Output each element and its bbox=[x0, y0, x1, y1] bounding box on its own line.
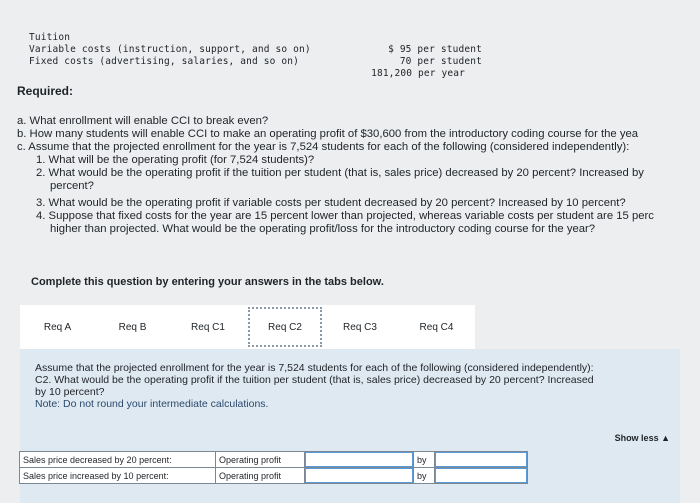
measure-label: Operating profit bbox=[216, 452, 305, 468]
tab-bar bbox=[20, 305, 475, 349]
change-increase-input[interactable] bbox=[435, 468, 527, 483]
question-c: c. Assume that the projected enrollment for the year is 7,524 students for each of the following (considered independently): bbox=[17, 141, 630, 153]
question-c2: 2. What would be the operating profit if the tuition per student (that is, sales price) decreased by 20 percent? Increased by bbox=[36, 167, 644, 179]
tab-req-c3[interactable]: Req C3 bbox=[343, 321, 377, 333]
scenario-label: Sales price increased by 10 percent: bbox=[20, 468, 216, 484]
tab-req-c2[interactable]: Req C2 bbox=[248, 307, 322, 347]
table-row bbox=[20, 452, 528, 468]
measure-label: Operating profit bbox=[216, 468, 305, 484]
operating-profit-decrease-input[interactable] bbox=[305, 452, 413, 467]
question-c1: 1. What will be the operating profit (for 7,524 students)? bbox=[36, 154, 315, 166]
given-third-value: 181,200 per year bbox=[371, 68, 465, 79]
tab-req-c1[interactable]: Req C1 bbox=[191, 321, 225, 333]
instruction-note: Note: Do not round your intermediate calculations. bbox=[35, 398, 269, 410]
change-cell bbox=[435, 452, 528, 468]
by-label: by bbox=[414, 452, 435, 468]
question-c4-cont: higher than projected. What would be the operating profit/loss for the introductory coding course for the year? bbox=[50, 223, 596, 235]
question-a: a. What enrollment will enable CCI to break even? bbox=[17, 115, 269, 127]
complete-instruction: Complete this question by entering your answers in the tabs below. bbox=[31, 276, 384, 288]
question-c2-cont: percent? bbox=[50, 180, 94, 192]
question-b: b. How many students will enable CCI to make an operating profit of $30,600 from the introductory coding course for the yea bbox=[17, 128, 639, 140]
instruction-line-2: C2. What would be the operating profit if the tuition per student (that is, sales price) decreased by 20 percent? Increased bbox=[35, 374, 594, 386]
by-label: by bbox=[414, 468, 435, 484]
instruction-line-3: by 10 percent? bbox=[35, 386, 105, 398]
tab-req-b[interactable]: Req B bbox=[118, 321, 147, 333]
answer-table bbox=[19, 451, 528, 484]
given-fixed-costs-value: 70 per student bbox=[399, 56, 482, 67]
given-variable-costs-label: Variable costs (instruction, support, and so on) bbox=[29, 44, 311, 55]
given-title: Tuition bbox=[29, 32, 71, 43]
given-fixed-costs-label: Fixed costs (advertising, salaries, and so on) bbox=[29, 56, 299, 67]
amount-cell bbox=[305, 468, 414, 484]
question-c3: 3. What would be the operating profit if variable costs per student decreased by 20 percent? Increased by 10 percent? bbox=[36, 197, 626, 209]
amount-cell bbox=[305, 452, 414, 468]
operating-profit-increase-input[interactable] bbox=[305, 468, 413, 483]
instruction-line-1: Assume that the projected enrollment for the year is 7,524 students for each of the following (considered independently): bbox=[35, 362, 594, 374]
scenario-label: Sales price decreased by 20 percent: bbox=[20, 452, 216, 468]
table-row bbox=[20, 468, 528, 484]
given-variable-costs-value: $ 95 per student bbox=[388, 44, 482, 55]
tab-req-a[interactable]: Req A bbox=[43, 321, 72, 333]
change-decrease-input[interactable] bbox=[435, 452, 527, 467]
question-c4: 4. Suppose that fixed costs for the year are 15 percent lower than projected, whereas variable costs per student are 15 perc bbox=[36, 210, 654, 222]
change-cell bbox=[435, 468, 528, 484]
show-less-link[interactable]: Show less ▲ bbox=[614, 433, 670, 443]
required-label: Required: bbox=[17, 84, 74, 98]
tab-req-c4[interactable]: Req C4 bbox=[419, 321, 454, 333]
instruction-block bbox=[35, 362, 675, 410]
